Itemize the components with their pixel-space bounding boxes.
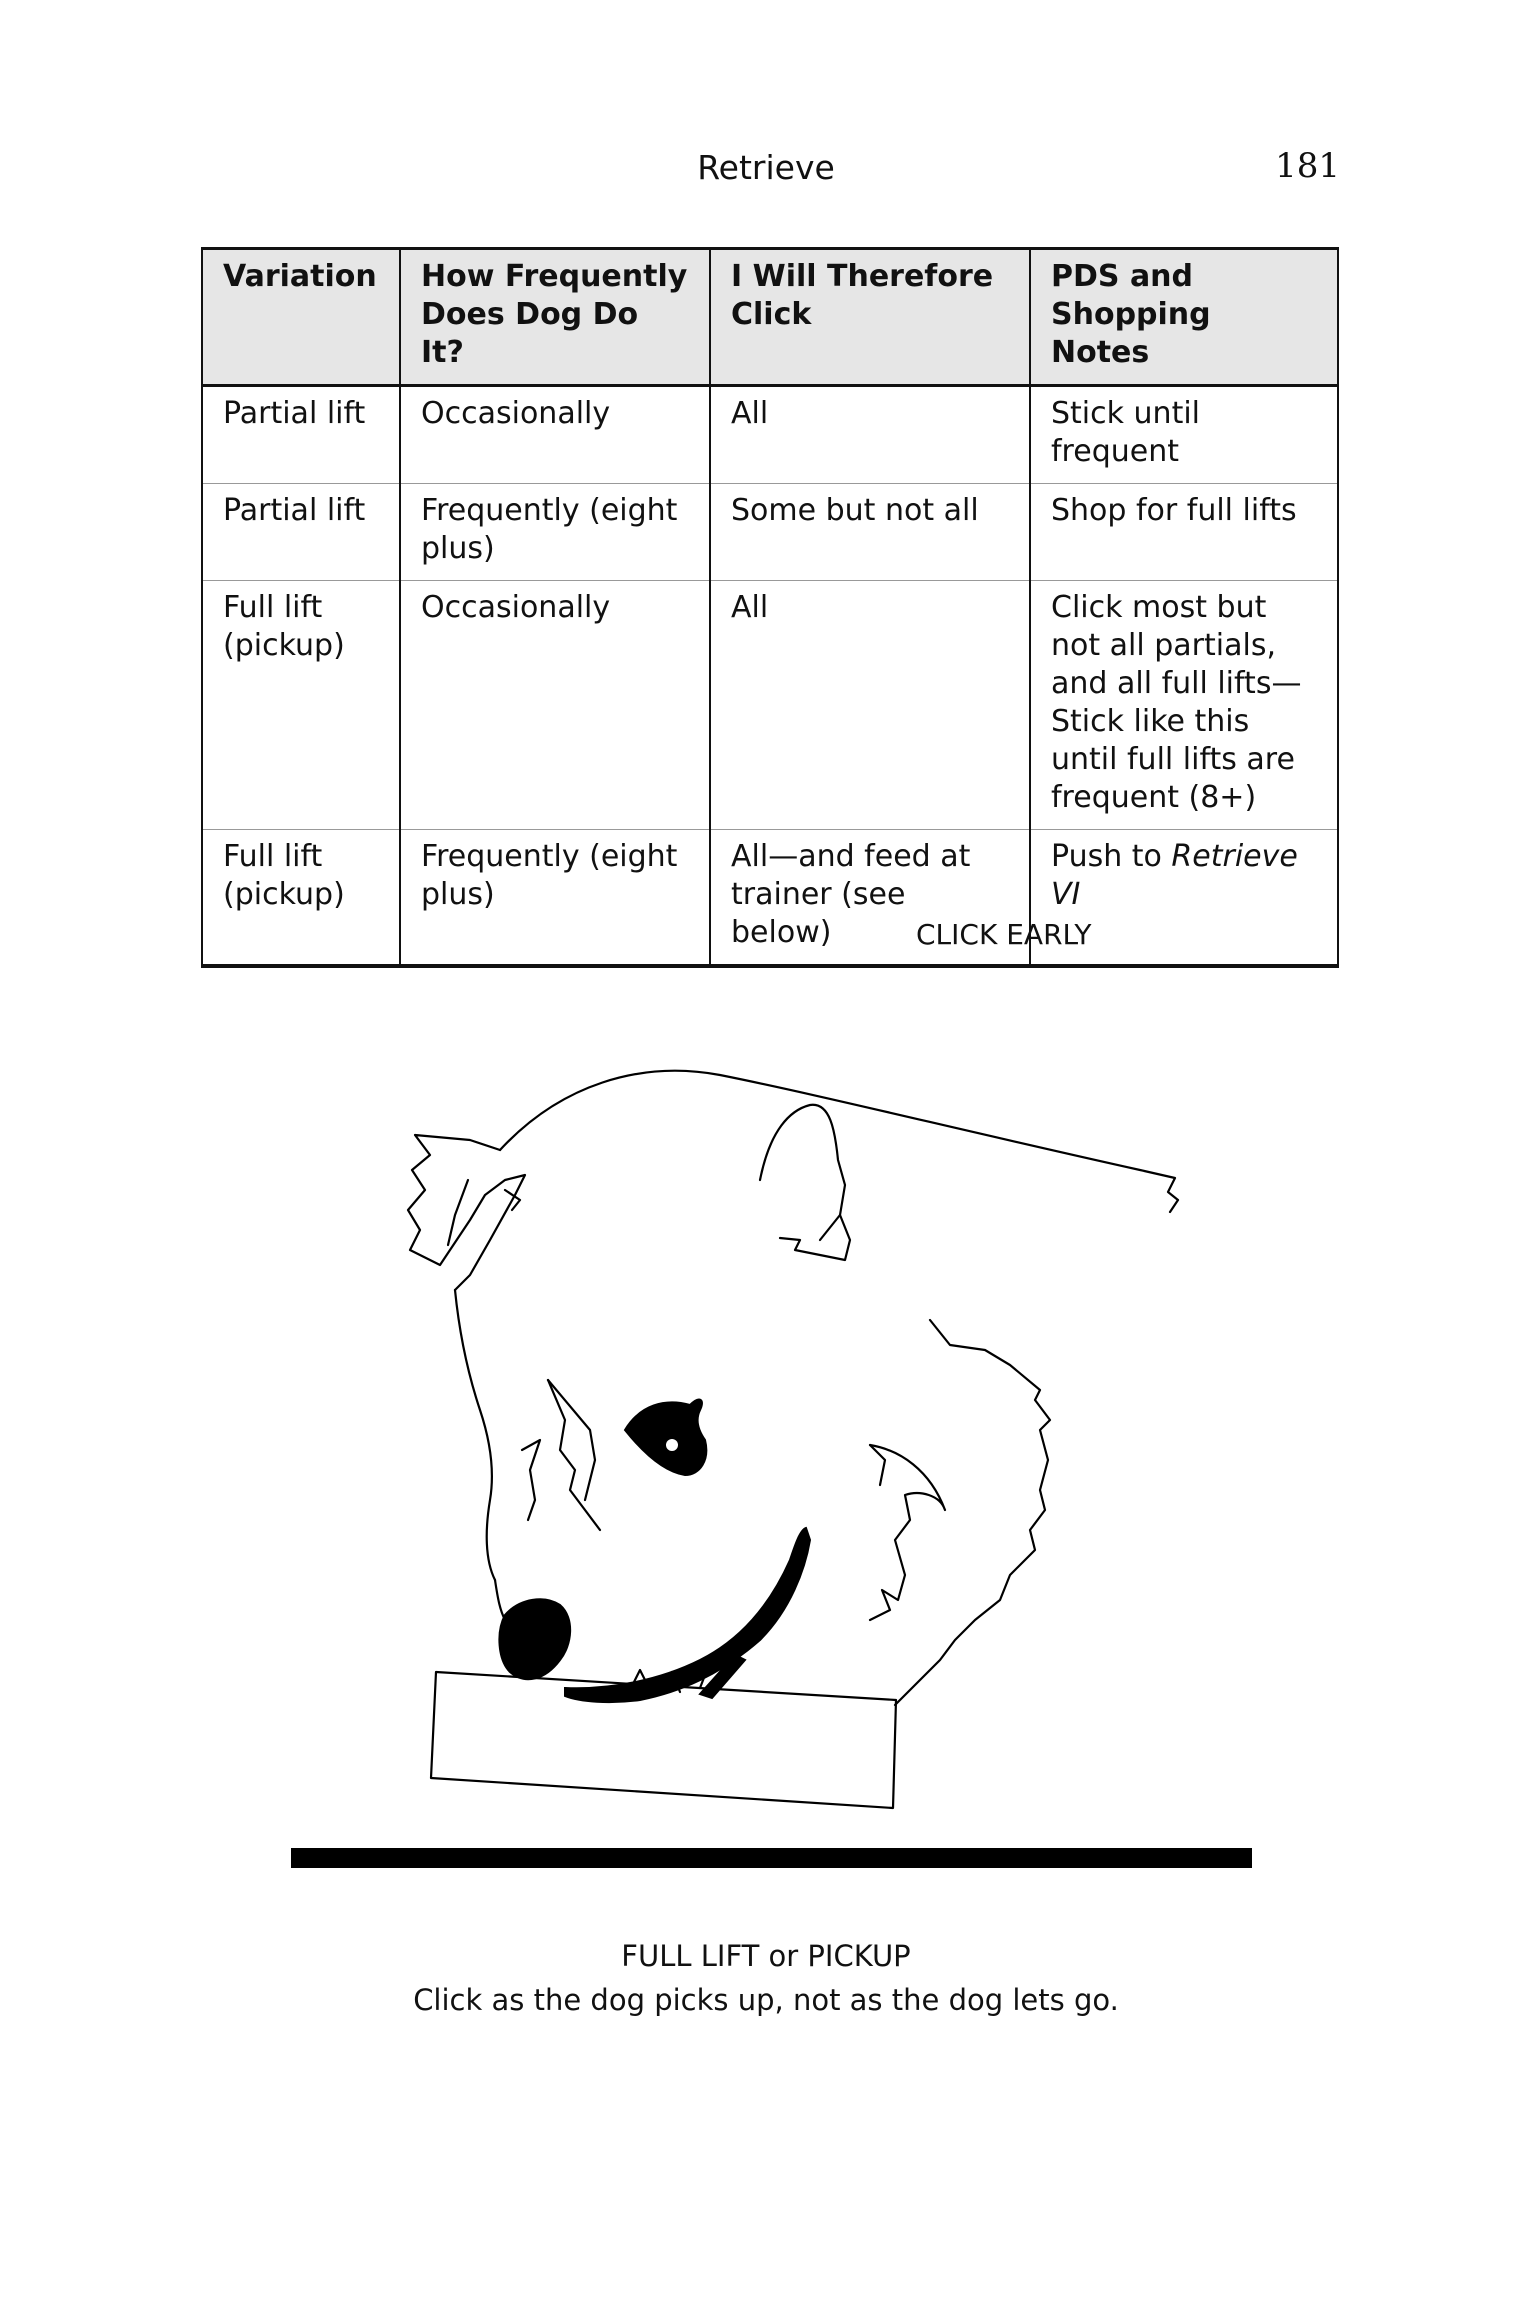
table-cell: Some but not all: [710, 484, 1030, 581]
table-cell: Stick until frequent: [1030, 386, 1338, 484]
table-cell: All: [710, 581, 1030, 830]
note-text: Push to: [1051, 839, 1172, 874]
muzzle: [495, 1580, 505, 1620]
left-ear: [408, 1135, 525, 1290]
table-cell: Full lift (pickup): [202, 581, 400, 830]
eye-highlight: [666, 1439, 678, 1451]
table-cell: All: [710, 386, 1030, 484]
column-header: I Will Therefore Click: [710, 249, 1030, 386]
eye: [625, 1400, 706, 1475]
caption-text: Click as the dog picks up, not as the dog lets go.: [413, 1983, 1119, 2017]
mouth-line: [565, 1528, 810, 1702]
right-ear: [760, 1105, 850, 1260]
note-italic: Retrieve VI: [1051, 839, 1298, 912]
column-header: How Frequently Does Dog Do It?: [400, 249, 710, 386]
figure-label: CLICK EARLY: [916, 918, 1092, 951]
column-header: Variation: [202, 249, 400, 386]
table-cell: Occasionally: [400, 386, 710, 484]
table-cell: Shop for full lifts: [1030, 484, 1338, 581]
table-cell: Occasionally: [400, 581, 710, 830]
nose: [499, 1599, 570, 1679]
page-number: 181: [1275, 146, 1340, 186]
table-cell: Frequently (eight plus): [400, 830, 710, 967]
dog-head-outline: [500, 1071, 1178, 1212]
floor-line: [291, 1848, 1252, 1868]
cheek-ruff: [895, 1320, 1050, 1705]
table-cell: All—and feed at trainer (see below): [710, 830, 1030, 967]
running-head: Retrieve: [697, 148, 835, 187]
column-header: PDS and Shopping Notes: [1030, 249, 1338, 386]
face-left: [455, 1290, 495, 1580]
table-cell: Partial lift: [202, 484, 400, 581]
table-cell: Frequently (eight plus): [400, 484, 710, 581]
table-cell: Click most but not all partials, and all full lifts—Stick like this until full lifts are frequent (8+): [1030, 581, 1338, 830]
table-cell: Full lift (pickup): [202, 830, 400, 967]
table-cell: Partial lift: [202, 386, 400, 484]
caption-title: FULL LIFT or PICKUP: [621, 1939, 911, 1973]
